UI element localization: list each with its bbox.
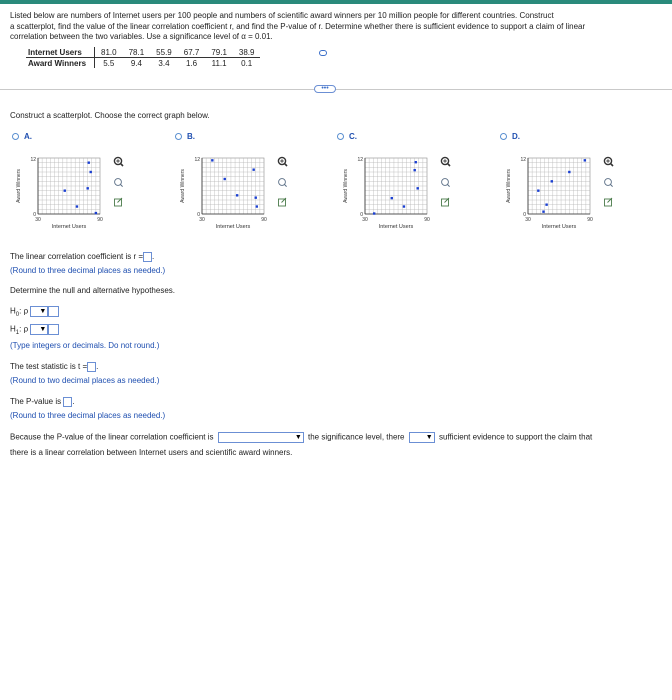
zoom-in-handle[interactable]	[611, 164, 613, 166]
table-cell: 3.4	[158, 58, 170, 68]
data-point	[542, 210, 544, 212]
data-point	[256, 205, 258, 207]
data-point	[414, 169, 416, 171]
data-point	[211, 159, 213, 161]
table-cell: 38.9	[233, 47, 261, 58]
y-tick-label: 0	[523, 212, 526, 218]
data-point	[90, 171, 92, 173]
option-d-radio[interactable]	[500, 133, 507, 140]
h0-symbol: H	[10, 306, 16, 316]
hypotheses-prompt: Determine the null and alternative hypotheses.	[10, 286, 175, 295]
top-accent-bar	[0, 0, 672, 4]
h0-rho: : ρ	[19, 306, 29, 316]
zoom-out-lens[interactable]	[442, 179, 449, 186]
zoom-out-handle[interactable]	[284, 184, 286, 186]
x-tick-label: 90	[587, 217, 593, 223]
conclusion-comparison-select[interactable]	[218, 432, 304, 443]
test-stat-input[interactable]	[87, 362, 96, 372]
table-cell: 79.1	[205, 47, 233, 58]
correlation-line: The linear correlation coefficient is r = .	[10, 252, 155, 262]
section-divider	[0, 89, 672, 90]
x-tick-label: 30	[35, 217, 41, 223]
p-value-prompt: The P-value is	[10, 397, 62, 407]
y-tick-label: 0	[33, 212, 36, 218]
y-tick-label: 12	[357, 157, 363, 163]
more-button[interactable]: •••	[314, 85, 336, 93]
data-point	[551, 180, 553, 182]
p-value-line: The P-value is .	[10, 397, 75, 407]
data-point	[584, 159, 586, 161]
zoom-out-lens[interactable]	[115, 179, 122, 186]
data-table	[26, 47, 260, 68]
y-tick-label: 12	[520, 157, 526, 163]
table-cell: 67.7	[178, 47, 206, 58]
p-value-input[interactable]	[63, 397, 72, 407]
chevron-down-icon: ▼	[425, 434, 433, 441]
conclusion-line-1	[10, 432, 592, 443]
scatterplot-option-c	[331, 150, 481, 234]
data-point	[255, 196, 257, 198]
table-cell: 55.9	[150, 47, 178, 58]
option-c-label[interactable]: C.	[349, 132, 357, 141]
x-tick-label: 90	[97, 217, 103, 223]
h1-rho: : ρ	[19, 324, 29, 334]
popout-icon[interactable]	[605, 198, 613, 206]
scatterplot-svg	[168, 150, 318, 234]
data-point	[64, 189, 66, 191]
h1-symbol: H	[10, 324, 16, 334]
row-label-internet-users: Internet Users	[26, 47, 95, 58]
h0-operator-select[interactable]	[30, 306, 48, 317]
problem-line-3: correlation between the two variables. Use a significance level of α = 0.01.	[10, 32, 273, 42]
data-point	[415, 161, 417, 163]
table-cell: 11.1	[211, 58, 227, 68]
zoom-in-handle[interactable]	[121, 164, 123, 166]
table-cell: 5.5	[103, 58, 115, 68]
scatterplot-svg	[494, 150, 644, 234]
conclusion-part1: Because the P-value of the linear correlation coefficient is	[10, 432, 214, 442]
conclusion-part2: the significance level, there	[308, 432, 405, 442]
h0-value-input[interactable]	[48, 306, 59, 317]
conclusion-line-2: there is a linear correlation between Internet users and scientific award winners.	[10, 448, 293, 457]
h1-value-input[interactable]	[48, 324, 59, 335]
table-cell: 1.6	[185, 58, 198, 68]
test-stat-line: The test statistic is t = .	[10, 362, 99, 372]
problem-line-1: Listed below are numbers of Internet users per 100 people and numbers of scientific award winners per 10 million people for different countries. Construct	[10, 11, 554, 20]
x-tick-label: 30	[525, 217, 531, 223]
table-cell: 78.1	[123, 47, 151, 58]
test-stat-hint: (Round to two decimal places as needed.)	[10, 376, 160, 385]
zoom-in-handle[interactable]	[285, 164, 287, 166]
x-tick-label: 30	[199, 217, 205, 223]
data-point	[76, 205, 78, 207]
h1-subscript: 1	[15, 330, 20, 337]
correlation-prompt: The linear correlation coefficient is r =	[10, 252, 144, 262]
zoom-out-icon[interactable]	[279, 179, 287, 187]
test-stat-prompt: The test statistic is t =	[10, 362, 88, 372]
row-label-award-winners: Award Winners	[26, 58, 95, 69]
y-tick-label: 12	[30, 157, 36, 163]
zoom-out-lens[interactable]	[605, 179, 612, 186]
zoom-out-icon[interactable]	[605, 179, 613, 187]
data-point	[224, 178, 226, 180]
conclusion-part3: sufficient evidence to support the claim that	[438, 432, 593, 442]
chevron-down-icon: ▼	[294, 434, 302, 441]
zoom-out-handle[interactable]	[447, 184, 449, 186]
h0-subscript: 0	[15, 312, 20, 319]
x-axis-label: Internet Users	[378, 224, 414, 230]
option-b-label[interactable]: B.	[187, 132, 195, 141]
chevron-down-icon: ▼	[39, 308, 47, 315]
data-point	[391, 197, 393, 199]
zoom-out-handle[interactable]	[120, 184, 122, 186]
table-cell: 9.4	[130, 58, 142, 68]
data-point	[545, 203, 547, 205]
option-c-radio[interactable]	[337, 133, 344, 140]
conclusion-evidence-select[interactable]	[409, 432, 435, 443]
y-axis-label: Award Winners	[16, 169, 22, 203]
x-tick-label: 90	[261, 217, 267, 223]
chevron-down-icon: ▼	[39, 326, 47, 333]
data-point	[252, 168, 254, 170]
data-point	[95, 212, 97, 214]
zoom-in-icon[interactable]	[604, 157, 613, 166]
option-a-label[interactable]: A.	[24, 132, 32, 141]
x-tick-label: 30	[362, 217, 368, 223]
y-tick-label: 0	[197, 212, 200, 218]
zoom-out-icon[interactable]	[115, 179, 123, 187]
p-value-hint: (Round to three decimal places as needed.)	[10, 411, 166, 420]
option-a-radio[interactable]	[12, 133, 19, 140]
popout-icon[interactable]	[279, 198, 287, 206]
zoom-out-lens[interactable]	[279, 179, 286, 186]
data-point	[403, 205, 405, 207]
option-d-label[interactable]: D.	[512, 132, 520, 141]
y-axis-label: Award Winners	[506, 169, 512, 203]
y-axis-label: Award Winners	[343, 169, 349, 203]
x-tick-label: 90	[424, 217, 430, 223]
correlation-input[interactable]	[143, 252, 152, 262]
scatter-instruction: Construct a scatterplot. Choose the correct graph below.	[10, 111, 210, 120]
scatterplot-svg	[331, 150, 481, 234]
scatterplot-option-b	[168, 150, 318, 234]
option-b-radio[interactable]	[175, 133, 182, 140]
copy-data-icon[interactable]	[319, 50, 327, 56]
zoom-in-icon[interactable]	[114, 157, 123, 166]
data-point	[537, 189, 539, 191]
popout-icon[interactable]	[115, 198, 123, 206]
zoom-out-handle[interactable]	[610, 184, 612, 186]
y-tick-label: 12	[194, 157, 200, 163]
h1-operator-select[interactable]	[30, 324, 48, 335]
x-axis-label: Internet Users	[541, 224, 577, 230]
table-cell: 81.0	[95, 47, 123, 58]
scatterplot-option-d	[494, 150, 644, 234]
data-point	[87, 187, 89, 189]
problem-statement	[10, 11, 660, 43]
data-point	[373, 212, 375, 214]
table-cell: 0.1	[241, 58, 253, 68]
problem-line-2: a scatterplot, find the value of the linear correlation coefficient r, and find the P-value of r. Determine whether there is sufficient evidence to support a claim of linear	[10, 21, 586, 31]
zoom-in-icon[interactable]	[278, 157, 287, 166]
zoom-in-icon[interactable]	[441, 157, 450, 166]
hypotheses-hint: (Type integers or decimals. Do not round.)	[10, 341, 160, 350]
scatterplot-option-a	[4, 150, 154, 234]
h0-line	[10, 306, 59, 318]
popout-icon[interactable]	[442, 198, 450, 206]
zoom-in-handle[interactable]	[448, 164, 450, 166]
data-point	[88, 161, 90, 163]
correlation-hint: (Round to three decimal places as needed.)	[10, 266, 166, 275]
y-tick-label: 0	[360, 212, 363, 218]
scatterplot-svg	[4, 150, 154, 234]
x-axis-label: Internet Users	[215, 224, 251, 230]
x-axis-label: Internet Users	[51, 224, 87, 230]
data-point	[417, 187, 419, 189]
data-point	[568, 171, 570, 173]
y-axis-label: Award Winners	[180, 169, 186, 203]
h1-line	[10, 324, 59, 336]
zoom-out-icon[interactable]	[442, 179, 450, 187]
data-point	[236, 194, 238, 196]
